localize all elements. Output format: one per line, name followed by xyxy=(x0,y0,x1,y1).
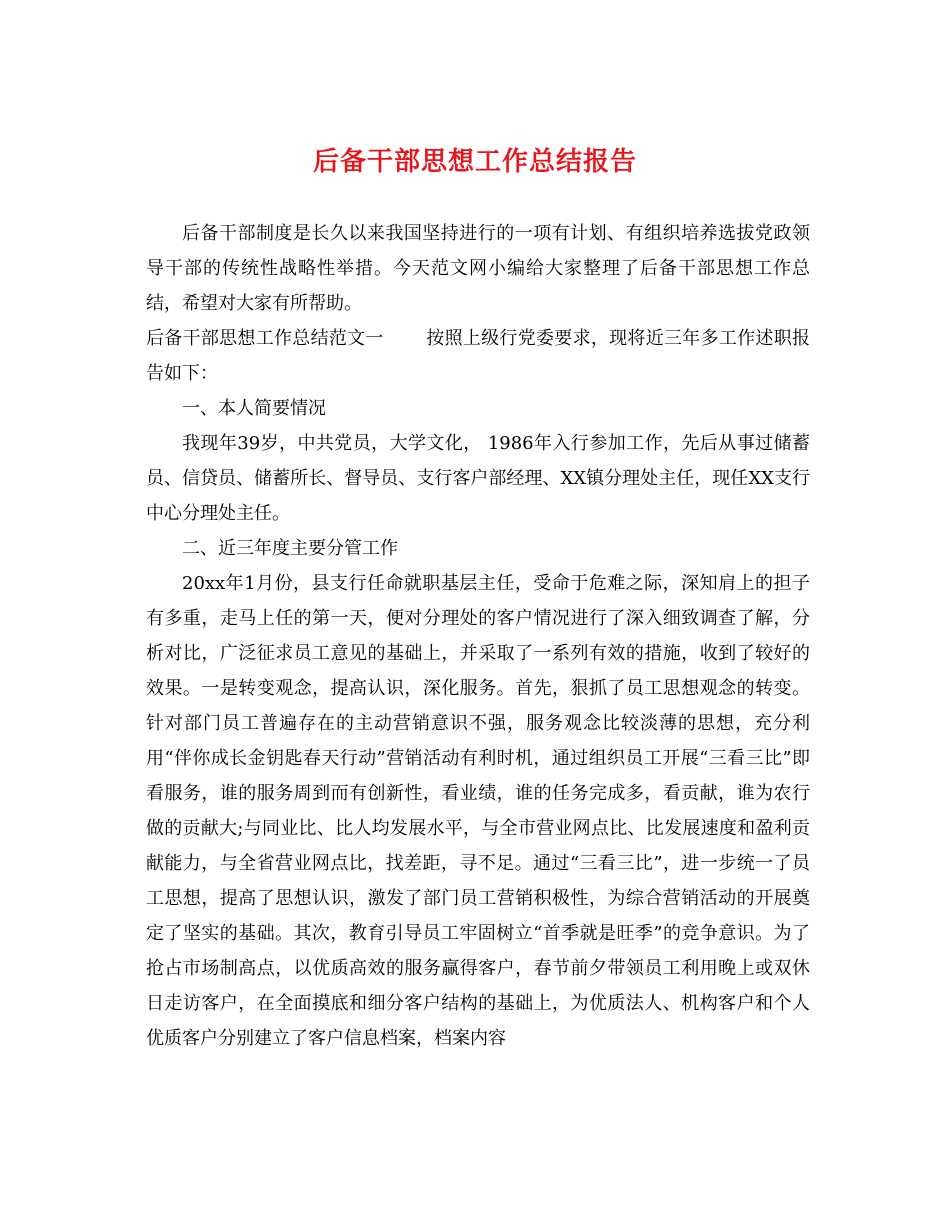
document-body xyxy=(146,216,810,1056)
personal-info-paragraph: 我现年39岁，中共党员，大学文化， 1986年入行参加工作，先后从事过储蓄员、信贷员、储蓄所长、督导员、支行客户部经理、XX镇分理处主任，现任XX支行中心分理处主任。 xyxy=(146,433,810,524)
intro-paragraph: 后备干部制度是长久以来我国坚持进行的一项有计划、有组织培养选拔党政领导干部的传统性战略性举措。今天范文网小编给大家整理了后备干部思想工作总结，希望对大家有所帮助。 xyxy=(146,223,810,314)
sample-heading-paragraph: 后备干部思想工作总结范文一 按照上级行党委要求，现将近三年多工作述职报告如下： xyxy=(146,328,810,384)
section-heading-2: 二、近三年度主要分管工作 xyxy=(182,538,398,559)
work-detail-paragraph: 20xx年1月份，县支行任命就职基层主任，受命于危难之际，深知肩上的担子有多重，走马上任的第一天，便对分理处的客户情况进行了深入细致调查了解，分析对比，广泛征求员工意见的基础上，并采取了一系列有效的措施，收到了较好的效果。一是转变观念，提高认识，深化服务。首先，狠抓了员工思想观念的转变。针对部门员工普遍存在的主动营销意识不强，服务观念比较淡薄的思想，充分利用“伴你成长金钥匙春天行动”营销活动有利时机，通过组织员工开展“三看三比”即看服务，谁的服务周到而有创新性，看业绩，谁的任务完成多，看贡献，谁为农行做的贡献大;与同业比、比人均发展水平，与全市营业网点比、比发展速度和盈利贡献能力，与全省营业网点比，找差距，寻不足。通过“三看三比”，进一步统一了员工思想，提高了思想认识，激发了部门员工营销积极性，为综合营销活动的开展奠定了坚实的基础。其次，教育引导员工牢固树立“首季就是旺季”的竞争意识。为了抢占市场制高点，以优质高效的服务赢得客户，春节前夕带领员工利用晚上或双休日走访客户，在全面摸底和细分客户结构的基础上，为优质法人、机构客户和个人优质客户分别建立了客户信息档案，档案内容 xyxy=(146,573,810,1049)
document-title: 后备干部思想工作总结报告 xyxy=(312,147,637,177)
section-heading-1: 一、本人简要情况 xyxy=(182,398,326,419)
